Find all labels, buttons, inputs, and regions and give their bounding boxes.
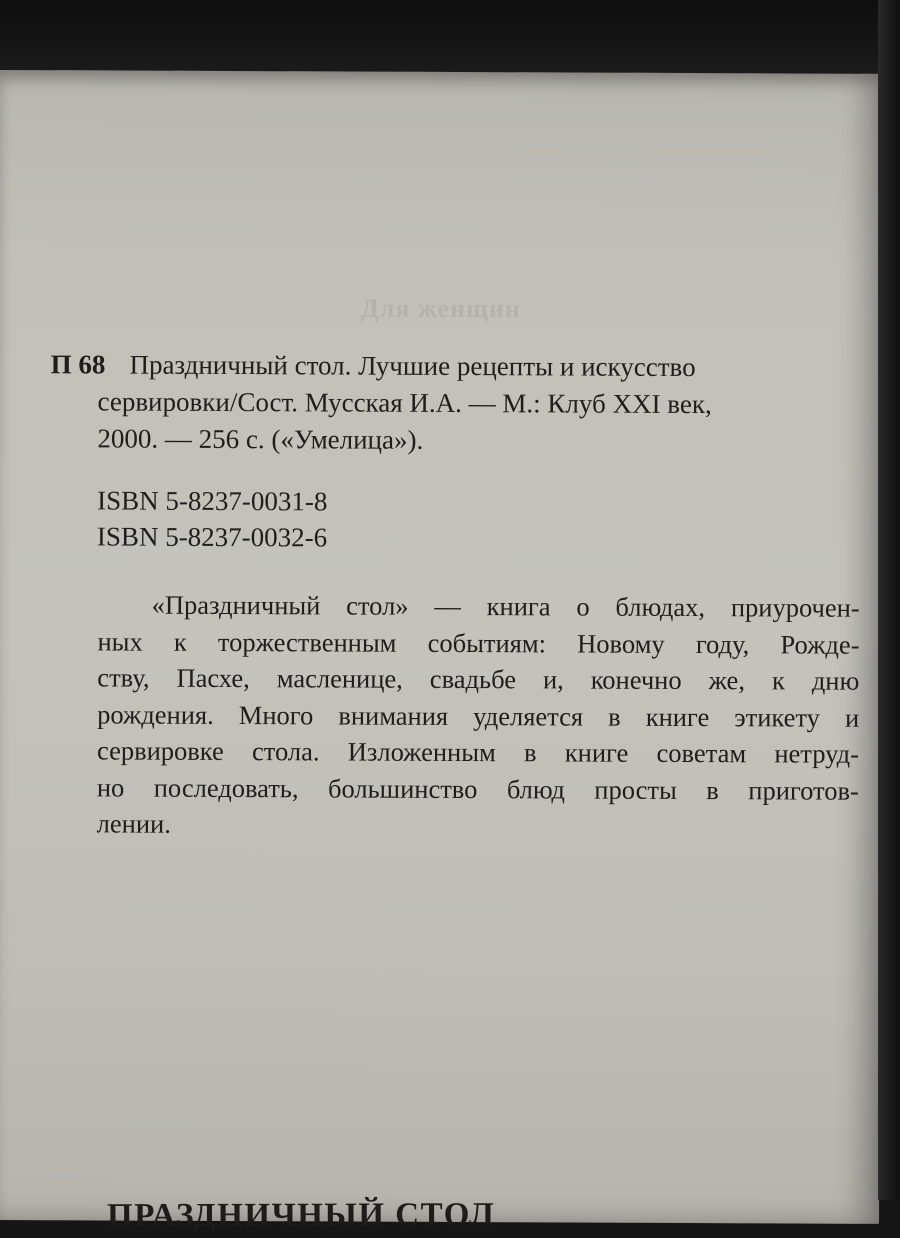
annotation-line: сервировке стола. Изложенным в книге советам нетруд- (96, 735, 860, 769)
isbn-block (97, 482, 328, 555)
catalog-entry-line-1 (51, 346, 851, 386)
annotation-line: лении. (96, 808, 171, 839)
catalog-text: Праздничный стол. Лучшие рецепты и искусство (129, 349, 696, 383)
catalog-code: П 68 (50, 349, 106, 380)
annotation-line: но последовать, большинство блюд просты в приготов- (96, 771, 859, 806)
isbn-line: ISBN 5-8237-0032-6 (96, 521, 328, 553)
book-page (0, 70, 884, 1234)
catalog-entry (50, 346, 850, 460)
annotation-paragraph (97, 586, 860, 845)
footer-book-title: ПРАЗДНИЧНЫЙ СТОЛ (106, 1196, 496, 1234)
isbn-line: ISBN 5-8237-0031-8 (97, 485, 328, 517)
annotation-line: ству, Пасхе, масленице, свадьбе и, конечно же, к дню (97, 662, 860, 696)
catalog-entry-line-2: сервировки/Сост. Мусская И.А. — М.: Клуб XXI век, (97, 386, 712, 420)
page-right-shadow (878, 0, 900, 1200)
background-dark-area (0, 0, 900, 80)
annotation-line: «Праздничный стол» — книга о блюдах, приурочен- (151, 589, 860, 623)
annotation-line: ных к торжественным событиям: Новому году, Рожде- (97, 625, 860, 660)
annotation-line: рождения. Много внимания уделяется в книге этикету и (97, 698, 860, 733)
faint-header-text: Для женщин (360, 293, 522, 324)
catalog-entry-line-3: 2000. — 256 с. («Умелица»). (97, 423, 424, 455)
